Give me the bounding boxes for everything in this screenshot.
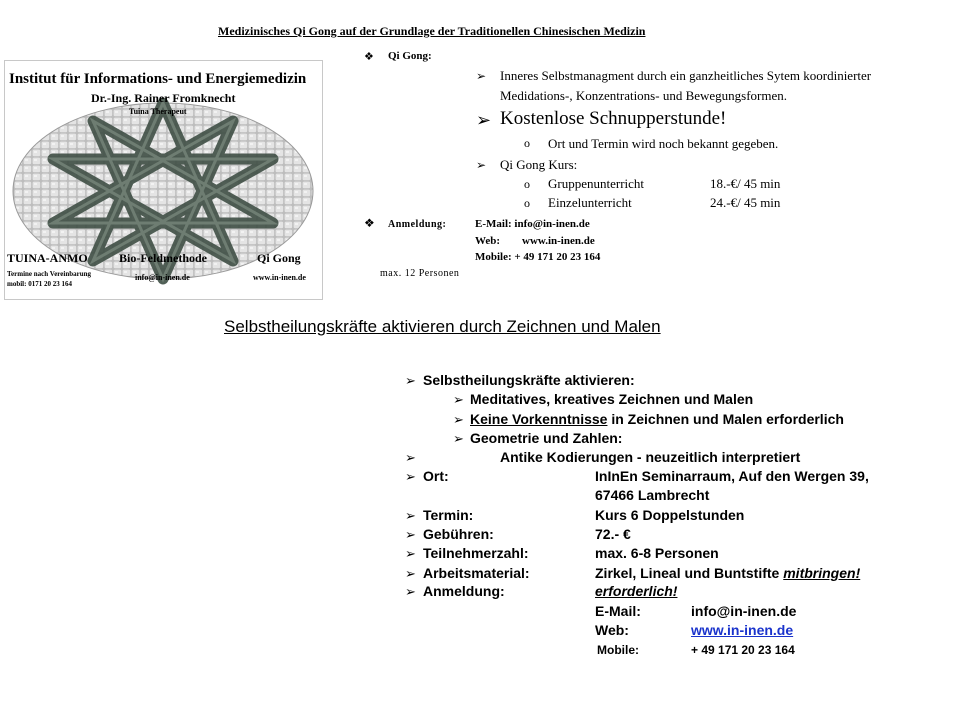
- arrow-bullet-icon: ➢: [405, 450, 416, 465]
- course-web-label: Web:: [595, 622, 629, 638]
- circle-bullet-icon: o: [524, 136, 530, 150]
- no-experience-emphasis: Keine Vorkenntnisse: [470, 411, 608, 427]
- arrow-bullet-icon: ➢: [405, 546, 416, 561]
- date-value: Kurs 6 Doppelstunden: [595, 507, 745, 523]
- course-email-value: info@in-inen.de: [691, 603, 797, 619]
- circle-bullet-icon: o: [524, 177, 530, 191]
- price-value-single: 24.-€/ 45 min: [710, 195, 781, 210]
- arrow-bullet-icon: ➢: [453, 412, 464, 427]
- sub-item-no-experience: [470, 411, 844, 427]
- qigong-mobile: Mobile: + 49 171 20 23 164: [475, 251, 601, 263]
- logo-label-qigong: Qi Gong: [257, 251, 301, 265]
- arrow-bullet-icon: ➢: [405, 566, 416, 581]
- arrow-bullet-icon: ➢: [405, 527, 416, 542]
- arrow-bullet-icon: ➢: [405, 584, 416, 599]
- course-mobile-label: Mobile:: [597, 643, 639, 657]
- location-note: Ort und Termin wird noch bekannt gegeben.: [548, 136, 779, 151]
- ancient-codes: Antike Kodierungen - neuzeitlich interpretiert: [500, 449, 801, 465]
- arrow-bullet-icon: ➢: [476, 69, 487, 83]
- qigong-description-line1: Inneres Selbstmanagment durch ein ganzheitliches Sytem koordinierter: [500, 68, 872, 83]
- location-city: 67466 Lambrecht: [595, 487, 710, 503]
- arrow-bullet-icon: ➢: [405, 373, 416, 388]
- logo-role: Tuina Therapeut: [129, 107, 187, 116]
- qigong-registration-label: Anmeldung:: [388, 219, 447, 230]
- logo-mobile-note: mobil: 0171 20 23 164: [7, 280, 72, 288]
- location-value: InInEn Seminarraum, Auf den Wergen 39,: [595, 468, 869, 484]
- free-lesson-text: Kostenlose Schnupperstunde!: [500, 108, 727, 129]
- qigong-web-value: www.in-inen.de: [522, 235, 595, 247]
- circle-bullet-icon: o: [524, 196, 530, 210]
- logo-label-bio: Bio-Feldmethode: [119, 251, 207, 265]
- material-label: Arbeitsmaterial:: [423, 565, 530, 581]
- qigong-description-line2: Medidations-, Konzentrations- und Bewegungsformen.: [500, 88, 788, 103]
- qigong-max-persons: max. 12 Personen: [380, 268, 460, 279]
- bullet-diamond-icon: ❖: [364, 51, 374, 63]
- location-label: Ort:: [423, 468, 449, 484]
- material-emphasis: mitbringen!: [783, 565, 861, 581]
- bullet-diamond-icon: ❖: [364, 216, 375, 230]
- participants-label: Teilnehmerzahl:: [423, 545, 529, 561]
- qigong-course-heading: Qi Gong Kurs:: [500, 157, 578, 172]
- arrow-bullet-icon: ➢: [453, 431, 464, 446]
- course-web-link[interactable]: www.in-inen.de: [691, 622, 794, 638]
- arrow-bullet-icon: ➢: [476, 158, 487, 172]
- price-label-single: Einzelunterricht: [548, 195, 632, 210]
- price-label-group: Gruppenunterricht: [548, 176, 645, 191]
- date-label: Termin:: [423, 507, 474, 523]
- qigong-email: E-Mail: info@in-inen.de: [475, 218, 590, 230]
- logo-web: www.in-inen.de: [253, 273, 306, 282]
- logo-email: info@in-inen.de: [135, 273, 190, 282]
- fee-label: Gebühren:: [423, 526, 494, 542]
- section-title-drawing: Selbstheilungskräfte aktivieren durch Zeichnen und Malen: [224, 317, 661, 336]
- arrow-bullet-icon: ➢: [405, 469, 416, 484]
- logo-institute-name: Institut für Informations- und Energiemedizin: [9, 71, 307, 87]
- material-text: Zirkel, Lineal und Buntstifte: [595, 565, 784, 581]
- page-title: Medizinisches Qi Gong auf der Grundlage der Traditionellen Chinesischen Medizin: [218, 24, 646, 38]
- arrow-bullet-icon: ➢: [453, 392, 464, 407]
- sub-item-geometry: Geometrie und Zahlen:: [470, 430, 623, 446]
- course-email-label: E-Mail:: [595, 603, 641, 619]
- activate-heading: Selbstheilungskräfte aktivieren:: [423, 372, 635, 388]
- qigong-heading: Qi Gong:: [388, 50, 432, 62]
- course-mobile-value: + 49 171 20 23 164: [691, 643, 795, 657]
- registration-required: erforderlich!: [595, 583, 678, 599]
- qigong-web-label: Web:: [475, 235, 501, 247]
- price-value-group: 18.-€/ 45 min: [710, 176, 781, 191]
- no-experience-rest: in Zeichnen und Malen erforderlich: [607, 411, 844, 427]
- logo-person-name: Dr.-Ing. Rainer Fromknecht: [91, 91, 236, 105]
- logo-label-tuina: TUINA-ANMO: [7, 251, 88, 265]
- arrow-bullet-icon: ➢: [476, 110, 492, 130]
- institute-logo: [4, 60, 323, 300]
- fee-value: 72.- €: [595, 526, 631, 542]
- logo-appointment-note: Termine nach Vereinbarung: [7, 270, 92, 278]
- participants-value: max. 6-8 Personen: [595, 545, 719, 561]
- sub-item-meditative: Meditatives, kreatives Zeichnen und Malen: [470, 391, 754, 407]
- course-registration-label: Anmeldung:: [423, 583, 505, 599]
- material-value: [595, 565, 860, 581]
- arrow-bullet-icon: ➢: [405, 508, 416, 523]
